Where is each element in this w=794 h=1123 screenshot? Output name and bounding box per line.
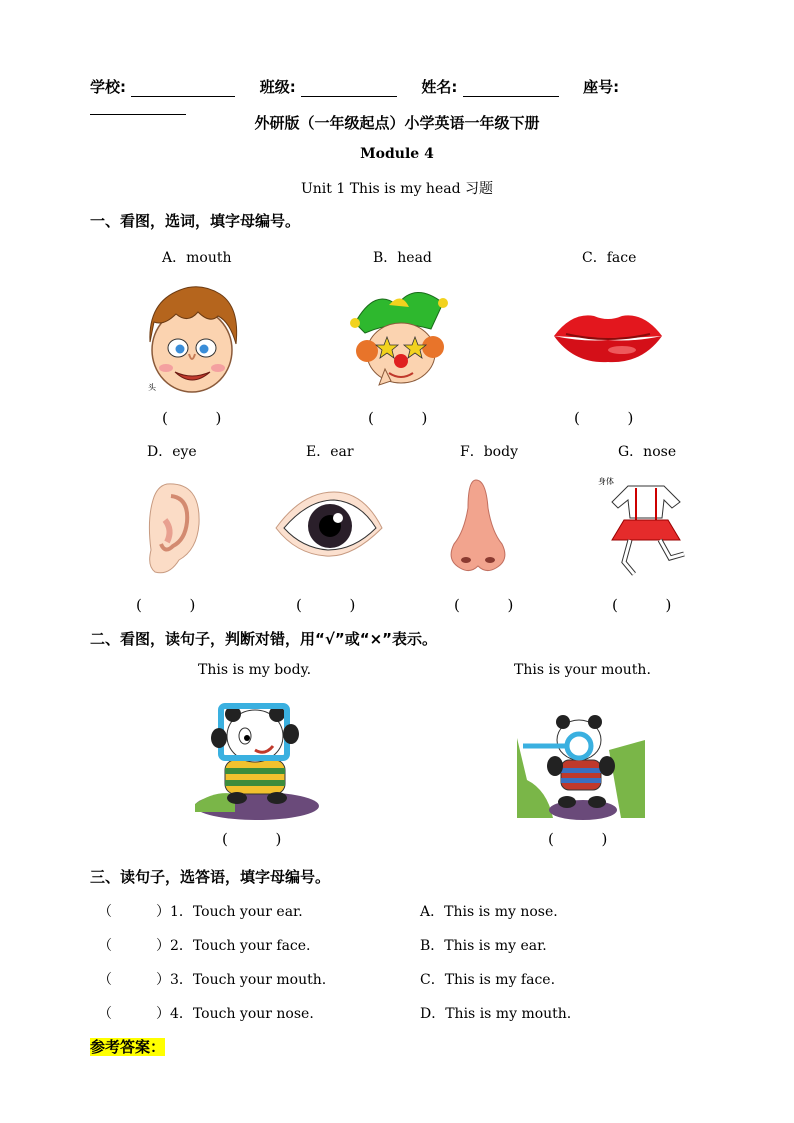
answer-paren-3[interactable]: ( ): [574, 409, 634, 427]
unit-title: Unit 1 This is my head 习题: [300, 181, 493, 197]
option-b: B．head: [373, 250, 432, 266]
q2-open[interactable]: （: [98, 938, 112, 954]
judge-paren-1[interactable]: ( ): [222, 830, 282, 848]
nose-image: [448, 478, 508, 574]
class-field[interactable]: [301, 80, 397, 97]
module-title: Module 4: [360, 146, 434, 162]
lips-image: [552, 308, 664, 364]
option-f: F．body: [460, 444, 518, 460]
ear-image: [145, 480, 205, 578]
answer-paren-6[interactable]: ( ): [454, 596, 514, 614]
option-g: G．nose: [618, 444, 677, 460]
name-field[interactable]: [463, 80, 559, 97]
question-4: ）4．Touch your nose.: [156, 1006, 314, 1022]
section1-heading: 一、看图，选词，填字母编号。: [90, 212, 301, 230]
option-a: A．mouth: [162, 250, 232, 266]
face-image: [140, 282, 245, 397]
class-label: 班级:: [259, 78, 296, 96]
judge-paren-2[interactable]: ( ): [548, 830, 608, 848]
sentence-1: This is my body.: [198, 662, 312, 678]
student-info-header: [90, 76, 710, 115]
answer-d: D．This is my mouth.: [420, 1006, 572, 1022]
q3-open[interactable]: （: [98, 972, 112, 988]
panda-mouth-image: [517, 710, 645, 818]
q1-open[interactable]: （: [98, 904, 112, 920]
option-d: D．eye: [147, 444, 197, 460]
head-tag: 头: [148, 383, 156, 392]
page-title: 外研版（一年级起点）小学英语一年级下册: [254, 114, 540, 132]
answer-paren-4[interactable]: ( ): [136, 596, 196, 614]
eye-image: [272, 488, 386, 560]
section2-heading: 二、看图，读句子，判断对错，用“√”或“×”表示。: [90, 630, 438, 648]
answer-a: A．This is my nose.: [420, 904, 558, 920]
answer-key-label: [90, 1036, 165, 1057]
body-image: [600, 478, 696, 582]
answer-paren-1[interactable]: ( ): [162, 409, 222, 427]
sentence-2: This is your mouth.: [514, 662, 651, 678]
question-2: ）2．Touch your face.: [156, 938, 311, 954]
option-e: E．ear: [306, 444, 354, 460]
option-c: C．face: [582, 250, 637, 266]
panda-body-image: [195, 694, 320, 812]
name-label: 姓名:: [421, 78, 458, 96]
body-tag: 身体: [598, 477, 614, 486]
section3-heading: 三、读句子，选答语，填字母编号。: [90, 868, 331, 886]
answer-paren-2[interactable]: ( ): [368, 409, 428, 427]
answer-c: C．This is my face.: [420, 972, 556, 988]
answer-b: B．This is my ear.: [420, 938, 547, 954]
answer-key-text: 参考答案：: [90, 1038, 166, 1056]
q4-open[interactable]: （: [98, 1006, 112, 1022]
seat-label: 座号:: [583, 78, 620, 96]
clown-head-image: [345, 285, 450, 395]
answer-paren-7[interactable]: ( ): [612, 596, 672, 614]
answer-paren-5[interactable]: ( ): [296, 596, 356, 614]
question-1: ）1．Touch your ear.: [156, 904, 303, 920]
school-label: 学校:: [90, 78, 126, 96]
school-field[interactable]: [131, 80, 235, 97]
question-3: ）3．Touch your mouth.: [156, 972, 327, 988]
